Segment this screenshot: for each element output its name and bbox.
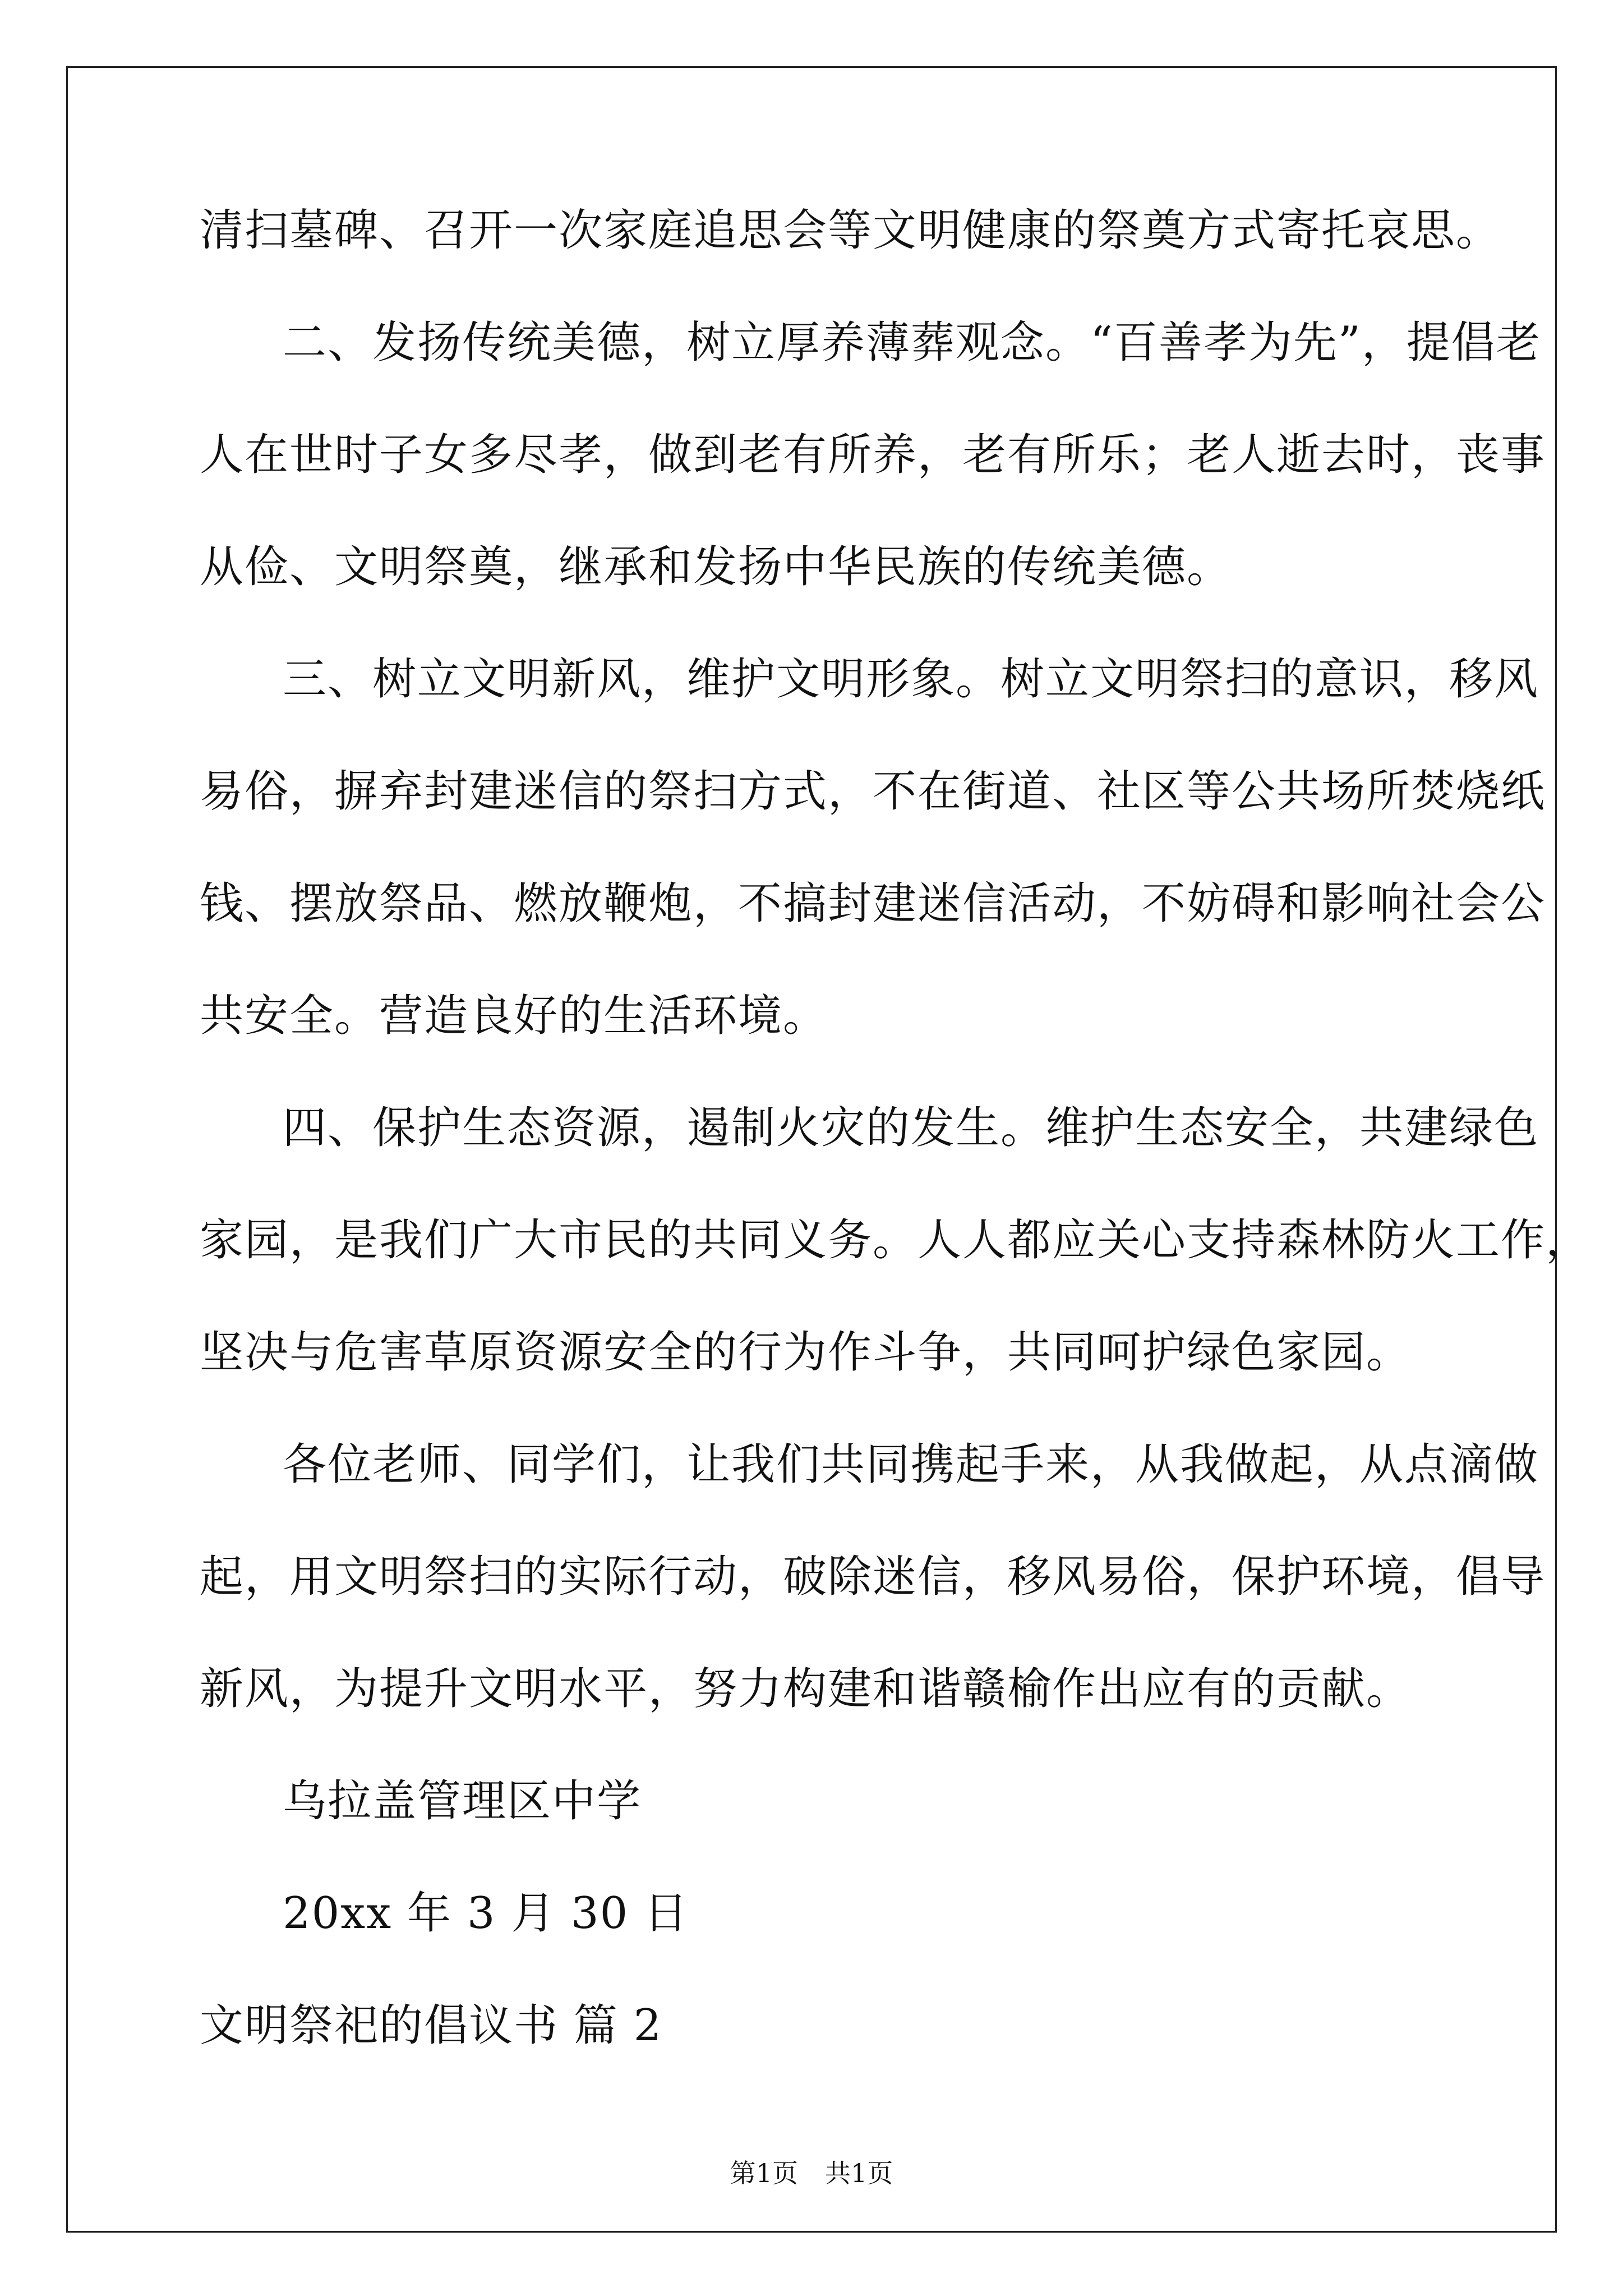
page-number-current: 第1页 — [730, 2158, 798, 2188]
paragraph-line-10: 家园，是我们广大市民的共同义务。人人都应关心支持森林防火工作， — [200, 1215, 1591, 1266]
paragraph-line-6: 易俗，摒弃封建迷信的祭扫方式，不在街道、社区等公共场所焚烧纸 — [200, 766, 1546, 817]
paragraph-line-8: 共安全。营造良好的生活环境。 — [200, 991, 828, 1041]
page-footer — [0, 2157, 1623, 2189]
paragraph-line-4: 从俭、文明祭奠，继承和发扬中华民族的传统美德。 — [200, 542, 1232, 592]
paragraph-line-7: 钱、摆放祭品、燃放鞭炮，不搞封建迷信活动，不妨碍和影响社会公 — [200, 878, 1546, 929]
signature-organization: 乌拉盖管理区中学 — [283, 1776, 642, 1826]
paragraph-line-3: 人在世时子女多尽孝，做到老有所养，老有所乐；老人逝去时，丧事 — [200, 430, 1546, 480]
paragraph-line-9: 四、保护生态资源，遏制火灾的发生。维护生态安全，共建绿色 — [283, 1103, 1539, 1153]
paragraph-line-2: 二、发扬传统美德，树立厚养薄葬观念。“百善孝为先”，提倡老 — [283, 318, 1541, 368]
paragraph-line-5: 三、树立文明新风，维护文明形象。树立文明祭扫的意识，移风 — [283, 654, 1539, 705]
paragraph-line-12: 各位老师、同学们，让我们共同携起手来，从我做起，从点滴做 — [283, 1439, 1539, 1490]
page-number-total: 共1页 — [825, 2158, 893, 2188]
paragraph-line-13: 起，用文明祭扫的实际行动，破除迷信，移风易俗，保护环境，倡导 — [200, 1552, 1546, 1602]
signature-date: 20xx 年 3 月 30 日 — [283, 1888, 689, 1939]
paragraph-line-11: 坚决与危害草原资源安全的行为作斗争，共同呵护绿色家园。 — [200, 1327, 1412, 1378]
paragraph-line-1: 清扫墓碑、召开一次家庭追思会等文明健康的祭奠方式寄托哀思。 — [200, 205, 1501, 256]
paragraph-line-14: 新风，为提升文明水平，努力构建和谐赣榆作出应有的贡献。 — [200, 1664, 1412, 1714]
document-body — [200, 202, 1591, 2054]
section-heading: 文明祭祀的倡议书 篇 2 — [200, 2000, 663, 2051]
